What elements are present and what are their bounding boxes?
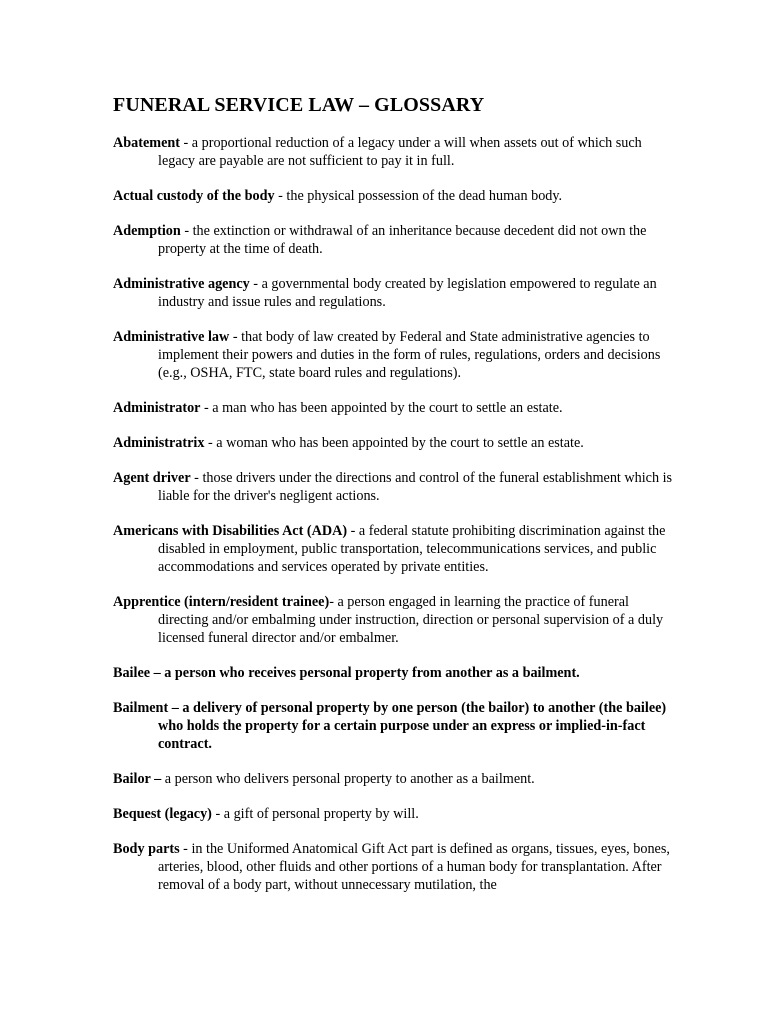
- glossary-entry-administrative-agency: [113, 275, 673, 311]
- glossary-definition: a person who delivers personal property to another as a bailment.: [161, 771, 535, 787]
- glossary-entry-administrative-law: [113, 328, 673, 382]
- glossary-definition: - a governmental body created by legislation empowered to regulate an industry and issue rules and regulations.: [158, 276, 657, 310]
- glossary-entry-actual-custody: [113, 187, 673, 205]
- glossary-definition: - the extinction or withdrawal of an inheritance because decedent did not own the property at the time of death.: [158, 223, 647, 257]
- glossary-entry-agent-driver: [113, 469, 673, 505]
- glossary-entry-administratrix: [113, 434, 673, 452]
- glossary-definition: - those drivers under the directions and control of the funeral establishment which is liable for the driver's negligent actions.: [158, 470, 673, 504]
- glossary-entry-ada: [113, 522, 673, 576]
- glossary-definition: - that body of law created by Federal and State administrative agencies to implement their powers and duties in the form of rules, regulations, orders and decisions (e.g., OSHA, FTC, state board rules and regulations).: [158, 329, 661, 381]
- glossary-term: Agent driver: [113, 470, 191, 486]
- glossary-term: Americans with Disabilities Act (ADA): [113, 523, 348, 539]
- glossary-entry-bailor: [113, 770, 673, 788]
- glossary-entry-bailment: [113, 699, 673, 753]
- glossary-entry-bailee: [113, 664, 673, 682]
- glossary-definition: - a person engaged in learning the practice of funeral directing and/or embalming under instruction, direction or personal supervision of a duly licensed funeral director and/or embalmer.: [158, 594, 664, 646]
- glossary-entry-ademption: [113, 222, 673, 258]
- glossary-definition: - a man who has been appointed by the court to settle an estate.: [200, 400, 563, 416]
- document-page: [113, 92, 673, 894]
- glossary-term: Body parts: [113, 841, 180, 857]
- glossary-term: Bequest (legacy): [113, 806, 212, 822]
- glossary-entry-abatement: [113, 134, 673, 170]
- glossary-term: Administrative agency: [113, 276, 250, 292]
- glossary-definition: - a gift of personal property by will.: [211, 806, 419, 822]
- glossary-entry-body-parts: [113, 840, 673, 894]
- glossary-entry-apprentice: [113, 593, 673, 647]
- glossary-definition: – a delivery of personal property by one person (the bailor) to another (the bailee) who holds the property for a certain purpose under an express or implied-in-fact contract.: [158, 700, 667, 752]
- glossary-term: Actual custody of the body: [113, 188, 275, 204]
- glossary-definition: - in the Uniformed Anatomical Gift Act part is defined as organs, tissues, eyes, bones, arteries, blood, other fluids and other portions of a human body for transplantation. After removal of a body part, without unnecessary mutilation, the: [158, 841, 670, 893]
- glossary-term: Abatement: [113, 135, 180, 151]
- glossary-entry-administrator: [113, 399, 673, 417]
- glossary-definition: - a woman who has been appointed by the court to settle an estate.: [204, 435, 584, 451]
- glossary-definition: - the physical possession of the dead human body.: [274, 188, 563, 204]
- glossary-definition: - a federal statute prohibiting discrimination against the disabled in employment, public transportation, telecommunications services, and public accommodations and services operated by private entities.: [158, 523, 666, 575]
- glossary-entry-bequest: [113, 805, 673, 823]
- glossary-definition: - a proportional reduction of a legacy under a will when assets out of which such legacy are payable are not sufficient to pay it in full.: [158, 135, 642, 169]
- document-title: FUNERAL SERVICE LAW – GLOSSARY: [113, 94, 485, 116]
- glossary-term: Bailment: [113, 700, 169, 716]
- glossary-term: Administrator: [113, 400, 201, 416]
- glossary-term: Administrative law: [113, 329, 230, 345]
- glossary-term: Ademption: [113, 223, 181, 239]
- glossary-term: Apprentice (intern/resident trainee): [113, 594, 330, 610]
- glossary-term: Bailor –: [113, 771, 162, 787]
- glossary-term: Administratrix: [113, 435, 205, 451]
- glossary-term: Bailee: [113, 665, 151, 681]
- glossary-definition: – a person who receives personal property from another as a bailment.: [150, 665, 580, 681]
